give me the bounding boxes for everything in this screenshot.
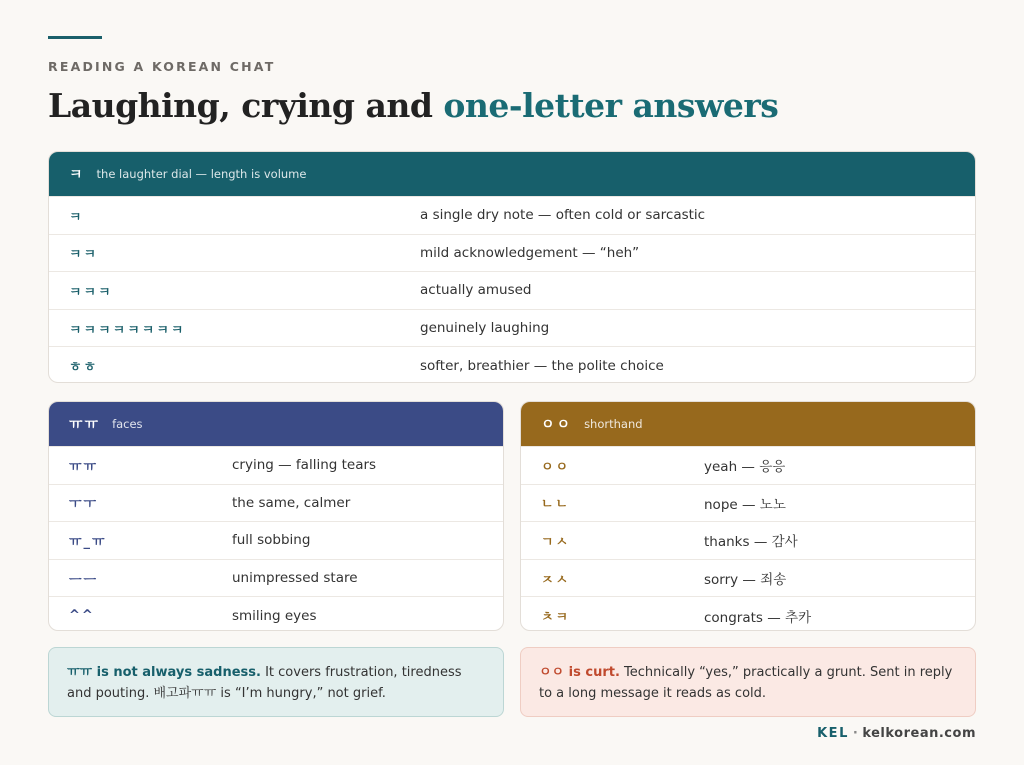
row-key: ㅋㅋㅋ — [69, 284, 113, 300]
table-row — [49, 234, 975, 272]
table-row — [49, 596, 503, 631]
table-row — [521, 446, 975, 484]
row-value: unimpressed stare — [232, 570, 358, 587]
table-row — [49, 196, 975, 234]
row-key: ㅋㅋㅋㅋㅋㅋㅋㅋ — [69, 322, 186, 338]
table-row — [49, 559, 503, 597]
footer-brand: KEL — [817, 726, 849, 741]
note-curt-lead: ㅇㅇ is curt. — [539, 665, 620, 680]
table-row — [49, 484, 503, 522]
row-key: ㅊㅋ — [541, 610, 571, 626]
table-row — [49, 309, 975, 347]
note-sadness-text: It covers frustration, tiredness and pouting. 배고파ㅠㅠ is “I’m hungry,” not grief. — [67, 665, 462, 701]
footer-site[interactable]: kelkorean.com — [862, 726, 976, 741]
shorthand-card-header — [521, 402, 975, 446]
laughter-card-header — [49, 152, 975, 196]
table-row — [49, 446, 503, 484]
row-value: a single dry note — often cold or sarcastic — [420, 207, 706, 224]
laughter-subtitle: the laughter dial — length is volume — [96, 167, 307, 181]
table-row — [521, 559, 975, 597]
kicker: READING A KOREAN CHAT — [48, 59, 276, 74]
row-value: congrats — 추카 — [704, 609, 812, 626]
row-key: ㅡㅡ — [69, 572, 99, 588]
row-value: smiling eyes — [232, 607, 317, 624]
row-value: actually amused — [420, 282, 532, 299]
row-value: nope — 노노 — [704, 496, 786, 513]
row-key: ㅜㅜ — [69, 497, 99, 513]
note-curt-text: Technically “yes,” practically a grunt. Sent in reply to a long message it reads as cold. — [539, 665, 953, 701]
footer-separator: · — [852, 726, 859, 741]
row-key: ㅇㅇ — [541, 459, 571, 475]
title-plain: Laughing, crying and — [48, 86, 444, 125]
table-row — [49, 346, 975, 383]
row-key: ㅠ_ㅠ — [69, 534, 107, 550]
row-key: ㄱㅅ — [541, 534, 571, 550]
row-value: crying — falling tears — [232, 457, 377, 474]
row-value: yeah — 응응 — [704, 459, 786, 476]
row-value: mild acknowledgement — “heh” — [420, 244, 640, 261]
faces-card — [48, 401, 504, 631]
table-row — [49, 271, 975, 309]
row-value: thanks — 감사 — [704, 534, 798, 551]
table-row — [521, 596, 975, 631]
row-value: softer, breathier — the polite choice — [420, 357, 664, 374]
faces-subtitle: faces — [112, 417, 143, 431]
note-sadness-lead: ㅠㅠ is not always sadness. — [67, 665, 261, 680]
laughter-glyph: ㅋ — [69, 167, 85, 183]
row-value: the same, calmer — [232, 494, 351, 511]
shorthand-subtitle: shorthand — [584, 417, 643, 431]
row-value: full sobbing — [232, 532, 311, 549]
row-value: sorry — 죄송 — [704, 572, 787, 589]
shorthand-glyph: ㅇㅇ — [541, 417, 573, 433]
faces-card-header — [49, 402, 503, 446]
table-row — [49, 521, 503, 559]
note-curt — [520, 647, 976, 717]
table-row — [521, 484, 975, 522]
row-key: ㅎㅎ — [69, 360, 99, 376]
row-key: ㅋㅋ — [69, 247, 99, 263]
row-key: ㄴㄴ — [541, 497, 571, 513]
row-key: ㅈㅅ — [541, 572, 571, 588]
footer — [817, 726, 976, 741]
accent-line — [48, 36, 102, 39]
page-title — [48, 86, 778, 125]
row-key: ^^ — [69, 608, 95, 624]
row-key: ㅋ — [69, 209, 84, 225]
faces-glyph: ㅠㅠ — [69, 417, 101, 433]
title-highlight: one-letter answers — [443, 86, 779, 125]
table-row — [521, 521, 975, 559]
laughter-card — [48, 151, 976, 383]
row-value: genuinely laughing — [420, 320, 550, 337]
shorthand-card — [520, 401, 976, 631]
row-key: ㅠㅠ — [69, 459, 99, 475]
note-sadness — [48, 647, 504, 717]
